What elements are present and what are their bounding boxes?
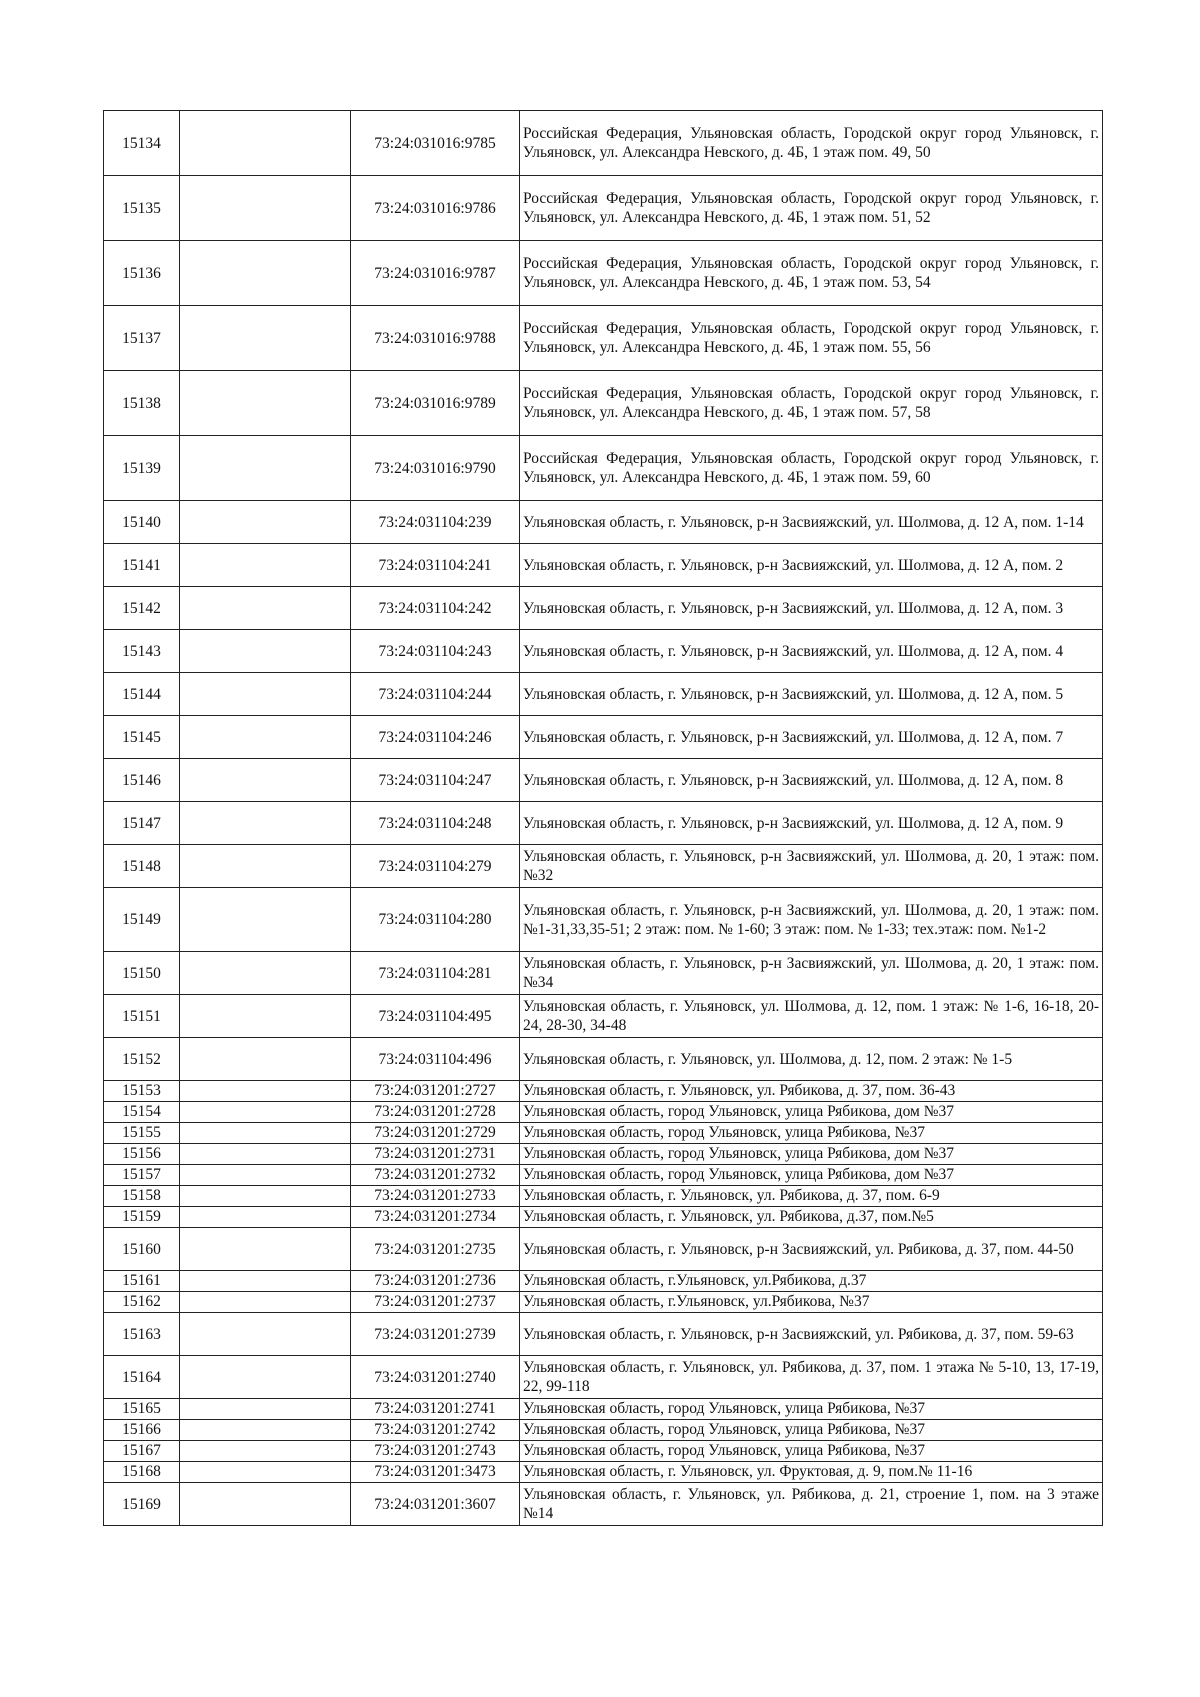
empty-cell bbox=[180, 952, 351, 995]
address-cell: Российская Федерация, Ульяновская область, Городской округ город Ульяновск, г. Ульяновск, ул. Александра Невского, д. 4Б, 1 этаж пом. 49, 50 bbox=[520, 111, 1103, 176]
row-number-cell: 15164 bbox=[104, 1356, 180, 1399]
address-cell: Ульяновская область, г.Ульяновск, ул.Рябикова, д.37 bbox=[520, 1271, 1103, 1292]
empty-cell bbox=[180, 1165, 351, 1186]
address-cell: Ульяновская область, город Ульяновск, улица Рябикова, дом №37 bbox=[520, 1144, 1103, 1165]
cadastral-number-cell: 73:24:031016:9789 bbox=[351, 371, 520, 436]
table-row bbox=[104, 1292, 1103, 1313]
row-number-cell: 15144 bbox=[104, 673, 180, 716]
cadastral-number-cell: 73:24:031104:496 bbox=[351, 1038, 520, 1081]
row-number-cell: 15152 bbox=[104, 1038, 180, 1081]
address-cell: Ульяновская область, г. Ульяновск, ул. Рябикова, д. 37, пом. 1 этажа № 5-10, 13, 17-19, 22, 99-118 bbox=[520, 1356, 1103, 1399]
table-row bbox=[104, 952, 1103, 995]
row-number-cell: 15147 bbox=[104, 802, 180, 845]
cadastral-number-cell: 73:24:031016:9786 bbox=[351, 176, 520, 241]
table-row bbox=[104, 587, 1103, 630]
address-cell: Ульяновская область, г. Ульяновск, р-н Засвияжский, ул. Шолмова, д. 20, 1 этаж: пом.№32 bbox=[520, 845, 1103, 888]
empty-cell bbox=[180, 436, 351, 501]
cadastral-number-cell: 73:24:031016:9785 bbox=[351, 111, 520, 176]
cadastral-number-cell: 73:24:031104:246 bbox=[351, 716, 520, 759]
address-cell: Ульяновская область, г. Ульяновск, р-н Засвияжский, ул. Рябикова, д. 37, пом. 44-50 bbox=[520, 1228, 1103, 1271]
table-row bbox=[104, 630, 1103, 673]
empty-cell bbox=[180, 802, 351, 845]
address-cell: Ульяновская область, город Ульяновск, улица Рябикова, дом №37 bbox=[520, 1165, 1103, 1186]
empty-cell bbox=[180, 888, 351, 952]
row-number-cell: 15160 bbox=[104, 1228, 180, 1271]
table-row bbox=[104, 1441, 1103, 1462]
address-cell: Ульяновская область, г. Ульяновск, р-н Засвияжский, ул. Шолмова, д. 12 А, пом. 1-14 bbox=[520, 501, 1103, 544]
row-number-cell: 15163 bbox=[104, 1313, 180, 1356]
cadastral-number-cell: 73:24:031201:2728 bbox=[351, 1102, 520, 1123]
address-cell: Ульяновская область, г. Ульяновск, ул. Фруктовая, д. 9, пом.№ 11-16 bbox=[520, 1462, 1103, 1483]
cadastral-number-cell: 73:24:031201:2727 bbox=[351, 1081, 520, 1102]
row-number-cell: 15162 bbox=[104, 1292, 180, 1313]
table-row bbox=[104, 371, 1103, 436]
cadastral-number-cell: 73:24:031104:241 bbox=[351, 544, 520, 587]
table-row bbox=[104, 176, 1103, 241]
empty-cell bbox=[180, 111, 351, 176]
address-cell: Ульяновская область, г. Ульяновск, ул. Шолмова, д. 12, пом. 2 этаж: № 1-5 bbox=[520, 1038, 1103, 1081]
row-number-cell: 15161 bbox=[104, 1271, 180, 1292]
cadastral-number-cell: 73:24:031104:247 bbox=[351, 759, 520, 802]
empty-cell bbox=[180, 1462, 351, 1483]
empty-cell bbox=[180, 544, 351, 587]
table-row bbox=[104, 111, 1103, 176]
row-number-cell: 15136 bbox=[104, 241, 180, 306]
address-cell: Ульяновская область, г. Ульяновск, р-н Засвияжский, ул. Шолмова, д. 12 А, пом. 2 bbox=[520, 544, 1103, 587]
empty-cell bbox=[180, 1186, 351, 1207]
cadastral-number-cell: 73:24:031201:2743 bbox=[351, 1441, 520, 1462]
empty-cell bbox=[180, 1441, 351, 1462]
cadastral-number-cell: 73:24:031201:2732 bbox=[351, 1165, 520, 1186]
table-row bbox=[104, 1399, 1103, 1420]
address-cell: Российская Федерация, Ульяновская область, Городской округ город Ульяновск, г. Ульяновск, ул. Александра Невского, д. 4Б, 1 этаж пом. 51, 52 bbox=[520, 176, 1103, 241]
cadastral-number-cell: 73:24:031104:243 bbox=[351, 630, 520, 673]
table-row bbox=[104, 544, 1103, 587]
table-row bbox=[104, 1228, 1103, 1271]
table-row bbox=[104, 1462, 1103, 1483]
row-number-cell: 15153 bbox=[104, 1081, 180, 1102]
row-number-cell: 15155 bbox=[104, 1123, 180, 1144]
row-number-cell: 15146 bbox=[104, 759, 180, 802]
cadastral-number-cell: 73:24:031201:3607 bbox=[351, 1483, 520, 1526]
row-number-cell: 15149 bbox=[104, 888, 180, 952]
address-cell: Ульяновская область, г. Ульяновск, ул. Рябикова, д. 37, пом. 6-9 bbox=[520, 1186, 1103, 1207]
empty-cell bbox=[180, 1420, 351, 1441]
cadastral-number-cell: 73:24:031201:3473 bbox=[351, 1462, 520, 1483]
table-row bbox=[104, 845, 1103, 888]
cadastral-number-cell: 73:24:031201:2729 bbox=[351, 1123, 520, 1144]
address-cell: Ульяновская область, г. Ульяновск, ул. Шолмова, д. 12, пом. 1 этаж: № 1-6, 16-18, 20-24, 28-30, 34-48 bbox=[520, 995, 1103, 1038]
empty-cell bbox=[180, 673, 351, 716]
table-row bbox=[104, 1081, 1103, 1102]
address-cell: Ульяновская область, г. Ульяновск, р-н Засвияжский, ул. Шолмова, д. 12 А, пом. 9 bbox=[520, 802, 1103, 845]
address-cell: Ульяновская область, г. Ульяновск, ул. Рябикова, д. 37, пом. 36-43 bbox=[520, 1081, 1103, 1102]
empty-cell bbox=[180, 716, 351, 759]
cadastral-number-cell: 73:24:031201:2733 bbox=[351, 1186, 520, 1207]
empty-cell bbox=[180, 1292, 351, 1313]
cadastral-number-cell: 73:24:031201:2742 bbox=[351, 1420, 520, 1441]
row-number-cell: 15134 bbox=[104, 111, 180, 176]
cadastral-number-cell: 73:24:031104:280 bbox=[351, 888, 520, 952]
row-number-cell: 15150 bbox=[104, 952, 180, 995]
empty-cell bbox=[180, 1207, 351, 1228]
empty-cell bbox=[180, 1356, 351, 1399]
empty-cell bbox=[180, 1081, 351, 1102]
empty-cell bbox=[180, 1228, 351, 1271]
address-cell: Российская Федерация, Ульяновская область, Городской округ город Ульяновск, г. Ульяновск, ул. Александра Невского, д. 4Б, 1 этаж пом. 57, 58 bbox=[520, 371, 1103, 436]
empty-cell bbox=[180, 1144, 351, 1165]
address-cell: Ульяновская область, город Ульяновск, улица Рябикова, дом №37 bbox=[520, 1102, 1103, 1123]
row-number-cell: 15158 bbox=[104, 1186, 180, 1207]
cadastral-number-cell: 73:24:031201:2736 bbox=[351, 1271, 520, 1292]
table-row bbox=[104, 306, 1103, 371]
address-cell: Ульяновская область, г. Ульяновск, р-н Засвияжский, ул. Шолмова, д. 12 А, пом. 7 bbox=[520, 716, 1103, 759]
row-number-cell: 15167 bbox=[104, 1441, 180, 1462]
table-row bbox=[104, 1356, 1103, 1399]
table-row bbox=[104, 501, 1103, 544]
address-cell: Ульяновская область, г. Ульяновск, ул. Рябикова, д.37, пом.№5 bbox=[520, 1207, 1103, 1228]
row-number-cell: 15139 bbox=[104, 436, 180, 501]
empty-cell bbox=[180, 1102, 351, 1123]
property-registry-table bbox=[103, 110, 1103, 1526]
cadastral-number-cell: 73:24:031016:9787 bbox=[351, 241, 520, 306]
registry-body bbox=[104, 111, 1103, 1526]
empty-cell bbox=[180, 845, 351, 888]
table-row bbox=[104, 1271, 1103, 1292]
address-cell: Ульяновская область, г. Ульяновск, р-н Засвияжский, ул. Шолмова, д. 20, 1 этаж: пом.№1-31,33,35-51; 2 этаж: пом. № 1-60; 3 этаж: пом. № 1-33; тех.этаж: пом. №1-2 bbox=[520, 888, 1103, 952]
row-number-cell: 15151 bbox=[104, 995, 180, 1038]
row-number-cell: 15169 bbox=[104, 1483, 180, 1526]
empty-cell bbox=[180, 1399, 351, 1420]
address-cell: Российская Федерация, Ульяновская область, Городской округ город Ульяновск, г. Ульяновск, ул. Александра Невского, д. 4Б, 1 этаж пом. 59, 60 bbox=[520, 436, 1103, 501]
empty-cell bbox=[180, 241, 351, 306]
table-row bbox=[104, 1123, 1103, 1144]
table-row bbox=[104, 802, 1103, 845]
row-number-cell: 15148 bbox=[104, 845, 180, 888]
cadastral-number-cell: 73:24:031201:2731 bbox=[351, 1144, 520, 1165]
row-number-cell: 15138 bbox=[104, 371, 180, 436]
empty-cell bbox=[180, 630, 351, 673]
address-cell: Ульяновская область, г. Ульяновск, р-н Засвияжский, ул. Рябикова, д. 37, пом. 59-63 bbox=[520, 1313, 1103, 1356]
cadastral-number-cell: 73:24:031104:244 bbox=[351, 673, 520, 716]
table-row bbox=[104, 673, 1103, 716]
table-row bbox=[104, 1165, 1103, 1186]
table-row bbox=[104, 1186, 1103, 1207]
row-number-cell: 15156 bbox=[104, 1144, 180, 1165]
address-cell: Ульяновская область, г. Ульяновск, ул. Рябикова, д. 21, строение 1, пом. на 3 этаже №14 bbox=[520, 1483, 1103, 1526]
address-cell: Ульяновская область, г.Ульяновск, ул.Рябикова, №37 bbox=[520, 1292, 1103, 1313]
cadastral-number-cell: 73:24:031104:242 bbox=[351, 587, 520, 630]
table-row bbox=[104, 759, 1103, 802]
row-number-cell: 15140 bbox=[104, 501, 180, 544]
empty-cell bbox=[180, 1483, 351, 1526]
address-cell: Ульяновская область, г. Ульяновск, р-н Засвияжский, ул. Шолмова, д. 12 А, пом. 8 bbox=[520, 759, 1103, 802]
cadastral-number-cell: 73:24:031104:495 bbox=[351, 995, 520, 1038]
table-row bbox=[104, 1207, 1103, 1228]
row-number-cell: 15159 bbox=[104, 1207, 180, 1228]
empty-cell bbox=[180, 587, 351, 630]
table-row bbox=[104, 1483, 1103, 1526]
address-cell: Ульяновская область, город Ульяновск, улица Рябикова, №37 bbox=[520, 1123, 1103, 1144]
table-row bbox=[104, 241, 1103, 306]
row-number-cell: 15157 bbox=[104, 1165, 180, 1186]
row-number-cell: 15141 bbox=[104, 544, 180, 587]
address-cell: Российская Федерация, Ульяновская область, Городской округ город Ульяновск, г. Ульяновск, ул. Александра Невского, д. 4Б, 1 этаж пом. 53, 54 bbox=[520, 241, 1103, 306]
row-number-cell: 15145 bbox=[104, 716, 180, 759]
empty-cell bbox=[180, 1123, 351, 1144]
empty-cell bbox=[180, 306, 351, 371]
cadastral-number-cell: 73:24:031104:279 bbox=[351, 845, 520, 888]
address-cell: Ульяновская область, город Ульяновск, улица Рябикова, №37 bbox=[520, 1420, 1103, 1441]
table-row bbox=[104, 436, 1103, 501]
cadastral-number-cell: 73:24:031201:2737 bbox=[351, 1292, 520, 1313]
row-number-cell: 15143 bbox=[104, 630, 180, 673]
row-number-cell: 15168 bbox=[104, 1462, 180, 1483]
table-row bbox=[104, 1313, 1103, 1356]
cadastral-number-cell: 73:24:031016:9788 bbox=[351, 306, 520, 371]
address-cell: Ульяновская область, г. Ульяновск, р-н Засвияжский, ул. Шолмова, д. 12 А, пом. 5 bbox=[520, 673, 1103, 716]
cadastral-number-cell: 73:24:031201:2735 bbox=[351, 1228, 520, 1271]
row-number-cell: 15135 bbox=[104, 176, 180, 241]
empty-cell bbox=[180, 371, 351, 436]
table-row bbox=[104, 1144, 1103, 1165]
cadastral-number-cell: 73:24:031104:248 bbox=[351, 802, 520, 845]
cadastral-number-cell: 73:24:031104:281 bbox=[351, 952, 520, 995]
empty-cell bbox=[180, 759, 351, 802]
cadastral-number-cell: 73:24:031201:2740 bbox=[351, 1356, 520, 1399]
empty-cell bbox=[180, 1038, 351, 1081]
table-row bbox=[104, 888, 1103, 952]
address-cell: Ульяновская область, г. Ульяновск, р-н Засвияжский, ул. Шолмова, д. 12 А, пом. 4 bbox=[520, 630, 1103, 673]
address-cell: Российская Федерация, Ульяновская область, Городской округ город Ульяновск, г. Ульяновск, ул. Александра Невского, д. 4Б, 1 этаж пом. 55, 56 bbox=[520, 306, 1103, 371]
address-cell: Ульяновская область, г. Ульяновск, р-н Засвияжский, ул. Шолмова, д. 12 А, пом. 3 bbox=[520, 587, 1103, 630]
cadastral-number-cell: 73:24:031104:239 bbox=[351, 501, 520, 544]
row-number-cell: 15154 bbox=[104, 1102, 180, 1123]
empty-cell bbox=[180, 1271, 351, 1292]
table-row bbox=[104, 1102, 1103, 1123]
address-cell: Ульяновская область, город Ульяновск, улица Рябикова, №37 bbox=[520, 1441, 1103, 1462]
cadastral-number-cell: 73:24:031201:2739 bbox=[351, 1313, 520, 1356]
empty-cell bbox=[180, 1313, 351, 1356]
address-cell: Ульяновская область, город Ульяновск, улица Рябикова, №37 bbox=[520, 1399, 1103, 1420]
row-number-cell: 15137 bbox=[104, 306, 180, 371]
cadastral-number-cell: 73:24:031201:2734 bbox=[351, 1207, 520, 1228]
row-number-cell: 15142 bbox=[104, 587, 180, 630]
address-cell: Ульяновская область, г. Ульяновск, р-н Засвияжский, ул. Шолмова, д. 20, 1 этаж: пом.№34 bbox=[520, 952, 1103, 995]
cadastral-number-cell: 73:24:031201:2741 bbox=[351, 1399, 520, 1420]
row-number-cell: 15165 bbox=[104, 1399, 180, 1420]
table-row bbox=[104, 1420, 1103, 1441]
empty-cell bbox=[180, 995, 351, 1038]
table-row bbox=[104, 716, 1103, 759]
row-number-cell: 15166 bbox=[104, 1420, 180, 1441]
empty-cell bbox=[180, 176, 351, 241]
cadastral-number-cell: 73:24:031016:9790 bbox=[351, 436, 520, 501]
table-row bbox=[104, 995, 1103, 1038]
table-row bbox=[104, 1038, 1103, 1081]
empty-cell bbox=[180, 501, 351, 544]
